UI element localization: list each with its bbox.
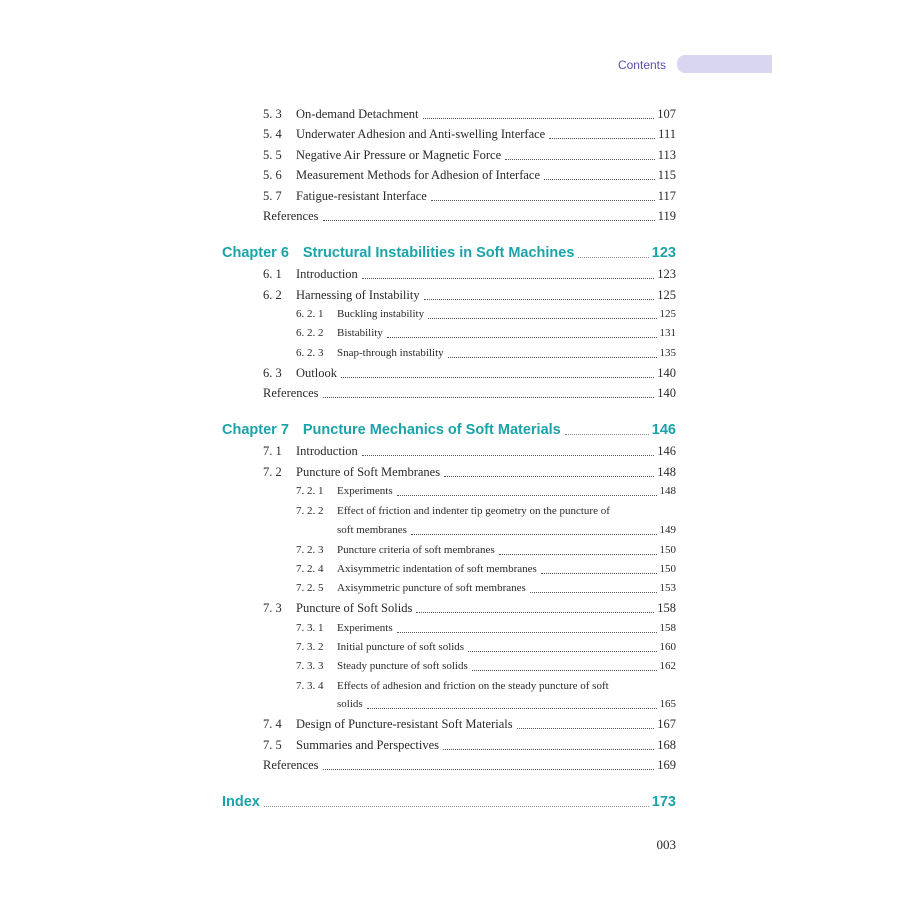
entry-page: 165 — [659, 698, 676, 710]
entry-number: 6. 2. 3 — [296, 347, 324, 359]
leader-dots — [544, 178, 655, 180]
toc-subentry[interactable] — [296, 561, 676, 577]
entry-page: 148 — [657, 465, 676, 479]
entry-page: 167 — [657, 717, 676, 731]
toc-entry-references[interactable] — [263, 385, 676, 401]
toc-entry[interactable] — [263, 167, 676, 183]
leader-dots — [341, 376, 654, 378]
toc-entry[interactable] — [263, 365, 676, 381]
toc-subentry[interactable] — [296, 580, 676, 596]
index-page: 173 — [651, 794, 676, 810]
leader-dots — [468, 650, 656, 652]
entry-title: Puncture of Soft Membranes — [296, 465, 441, 479]
entry-page: 150 — [659, 563, 676, 575]
entry-title: Buckling instability — [337, 308, 425, 320]
toc-subentry[interactable] — [296, 325, 676, 341]
entry-number: 5. 3 — [263, 107, 282, 121]
toc-entry[interactable] — [263, 106, 676, 122]
toc-entry[interactable] — [263, 464, 676, 480]
chapter-heading[interactable] — [222, 244, 676, 262]
toc-subentry-continuation[interactable] — [337, 522, 676, 538]
entry-page: 158 — [659, 622, 676, 634]
leader-dots — [443, 748, 654, 750]
entry-page: 131 — [659, 327, 676, 339]
leader-dots — [499, 553, 657, 555]
leader-dots — [541, 572, 657, 574]
entry-title: Summaries and Perspectives — [296, 738, 440, 752]
entry-number: 7. 2 — [263, 465, 282, 479]
entry-number: 7. 2. 5 — [296, 582, 324, 594]
leader-dots — [549, 137, 655, 139]
leader-dots — [424, 298, 655, 300]
entry-number: 7. 2. 1 — [296, 485, 324, 497]
leader-dots — [362, 277, 654, 279]
leader-dots — [431, 199, 655, 201]
entry-title: Axisymmetric indentation of soft membranes — [337, 563, 537, 575]
leader-dots — [505, 158, 655, 160]
entry-title: References — [263, 758, 319, 772]
entry-title-continued: solids — [337, 698, 363, 710]
leader-dots — [530, 591, 657, 593]
entry-title: Puncture of Soft Solids — [296, 601, 413, 615]
leader-dots — [323, 768, 655, 770]
entry-title: Experiments — [337, 622, 393, 634]
page-number: 003 — [656, 837, 676, 852]
entry-number: 7. 3. 1 — [296, 622, 324, 634]
chapter-page: 123 — [651, 245, 676, 261]
toc-entry-references[interactable] — [263, 208, 676, 224]
entry-title: Fatigue-resistant Interface — [296, 189, 427, 203]
entry-number: 5. 5 — [263, 148, 282, 162]
toc-entry[interactable] — [263, 147, 676, 163]
entry-title: Snap-through instability — [337, 347, 444, 359]
entry-number: 6. 2. 2 — [296, 327, 324, 339]
header-label: Contents — [617, 58, 666, 72]
entry-title: Initial puncture of soft solids — [337, 641, 465, 653]
entry-title: Introduction — [296, 444, 358, 458]
entry-page: 125 — [659, 308, 676, 320]
entry-title-continued: soft membranes — [337, 524, 407, 536]
toc-entry[interactable] — [263, 126, 676, 142]
leader-dots — [387, 336, 657, 338]
toc-entry[interactable] — [263, 188, 676, 204]
chapter-number: Chapter 6 — [222, 245, 289, 261]
leader-dots — [264, 805, 649, 807]
entry-title: On-demand Detachment — [296, 107, 419, 121]
leader-dots — [323, 219, 655, 221]
leader-dots — [423, 117, 655, 119]
entry-number: 6. 1 — [263, 267, 282, 281]
toc-subentry[interactable] — [296, 306, 676, 322]
entry-title: Effects of adhesion and friction on the steady puncture of soft — [337, 680, 609, 692]
leader-dots — [411, 533, 657, 535]
entry-title: Experiments — [337, 485, 393, 497]
chapter-number: Chapter 7 — [222, 422, 289, 438]
entry-number: 7. 3. 3 — [296, 660, 324, 672]
entry-title: Negative Air Pressure or Magnetic Force — [296, 148, 502, 162]
leader-dots — [416, 611, 654, 613]
entry-page: 125 — [657, 288, 676, 302]
entry-page: 111 — [658, 127, 676, 141]
entry-page: 148 — [659, 485, 676, 497]
entry-title: Bistability — [337, 327, 383, 339]
entry-title: Steady puncture of soft solids — [337, 660, 468, 672]
entry-page: 153 — [659, 582, 676, 594]
entry-number: 6. 2 — [263, 288, 282, 302]
entry-title: Axisymmetric puncture of soft membranes — [337, 582, 526, 594]
toc-subentry-continuation[interactable] — [337, 696, 676, 712]
entry-title: Measurement Methods for Adhesion of Interface — [296, 168, 541, 182]
entry-page: 115 — [657, 168, 676, 182]
entry-page: 140 — [657, 386, 676, 400]
entry-number: 7. 3. 2 — [296, 641, 324, 653]
entry-number: 7. 2. 4 — [296, 563, 324, 575]
index-heading[interactable] — [222, 793, 676, 811]
leader-dots — [397, 631, 657, 633]
entry-title: Outlook — [296, 366, 337, 380]
entry-page: 168 — [657, 738, 676, 752]
chapter-title: Structural Instabilities in Soft Machines — [302, 245, 575, 261]
entry-number: 7. 2. 3 — [296, 544, 324, 556]
entry-title: References — [263, 386, 319, 400]
entry-page: 117 — [657, 189, 676, 203]
entry-title: Puncture criteria of soft membranes — [337, 544, 495, 556]
entry-title: Effect of friction and indenter tip geometry on the puncture of — [337, 505, 610, 517]
leader-dots — [367, 707, 657, 709]
toc-entry[interactable] — [263, 600, 676, 616]
entry-title: Introduction — [296, 267, 358, 281]
chapter-heading[interactable] — [222, 421, 676, 439]
entry-page: 146 — [657, 444, 676, 458]
entry-number: 7. 3 — [263, 601, 282, 615]
entry-title: Underwater Adhesion and Anti-swelling Interface — [296, 127, 546, 141]
leader-dots — [517, 727, 655, 729]
leader-dots — [472, 669, 657, 671]
entry-page: 160 — [659, 641, 676, 653]
toc-entry[interactable] — [263, 737, 676, 753]
toc-subentry[interactable] — [296, 542, 676, 558]
entry-page: 140 — [657, 366, 676, 380]
toc-subentry[interactable] — [296, 345, 676, 361]
entry-page: 135 — [659, 347, 676, 359]
index-title: Index — [222, 794, 260, 810]
leader-dots — [362, 454, 654, 456]
entry-page: 150 — [659, 544, 676, 556]
entry-page: 113 — [657, 148, 676, 162]
entry-page: 149 — [659, 524, 676, 536]
leader-dots — [397, 494, 657, 496]
entry-title: Design of Puncture-resistant Soft Materials — [296, 717, 513, 731]
entry-page: 119 — [657, 209, 676, 223]
toc-entry[interactable] — [263, 716, 676, 732]
entry-number: 5. 7 — [263, 189, 282, 203]
chapter-title: Puncture Mechanics of Soft Materials — [302, 422, 561, 438]
entry-number: 7. 1 — [263, 444, 282, 458]
toc-subentry[interactable] — [296, 483, 676, 499]
entry-number: 7. 5 — [263, 738, 282, 752]
entry-number: 5. 4 — [263, 127, 282, 141]
entry-page: 123 — [657, 267, 676, 281]
leader-dots — [565, 433, 649, 435]
entry-number: 6. 3 — [263, 366, 282, 380]
entry-title: References — [263, 209, 319, 223]
toc-subentry[interactable] — [296, 503, 676, 519]
leader-dots — [448, 356, 657, 358]
entry-number: 7. 2. 2 — [296, 505, 324, 517]
entry-number: 5. 6 — [263, 168, 282, 182]
entry-title: Harnessing of Instability — [296, 288, 420, 302]
leader-dots — [444, 475, 654, 477]
toc-entry[interactable] — [263, 287, 676, 303]
leader-dots — [428, 317, 656, 319]
toc-subentry[interactable] — [296, 639, 676, 655]
leader-dots — [323, 396, 655, 398]
leader-dots — [578, 256, 648, 258]
entry-page: 162 — [659, 660, 676, 672]
entry-number: 6. 2. 1 — [296, 308, 324, 320]
toc-subentry[interactable] — [296, 620, 676, 636]
entry-number: 7. 3. 4 — [296, 680, 324, 692]
entry-page: 169 — [657, 758, 676, 772]
entry-page: 107 — [657, 107, 676, 121]
entry-page: 158 — [657, 601, 676, 615]
toc-subentry[interactable] — [296, 678, 676, 694]
toc-entry-references[interactable] — [263, 757, 676, 773]
toc-subentry[interactable] — [296, 658, 676, 674]
chapter-page: 146 — [651, 422, 676, 438]
toc-entry[interactable] — [263, 266, 676, 282]
toc-entry[interactable] — [263, 443, 676, 459]
entry-number: 7. 4 — [263, 717, 282, 731]
